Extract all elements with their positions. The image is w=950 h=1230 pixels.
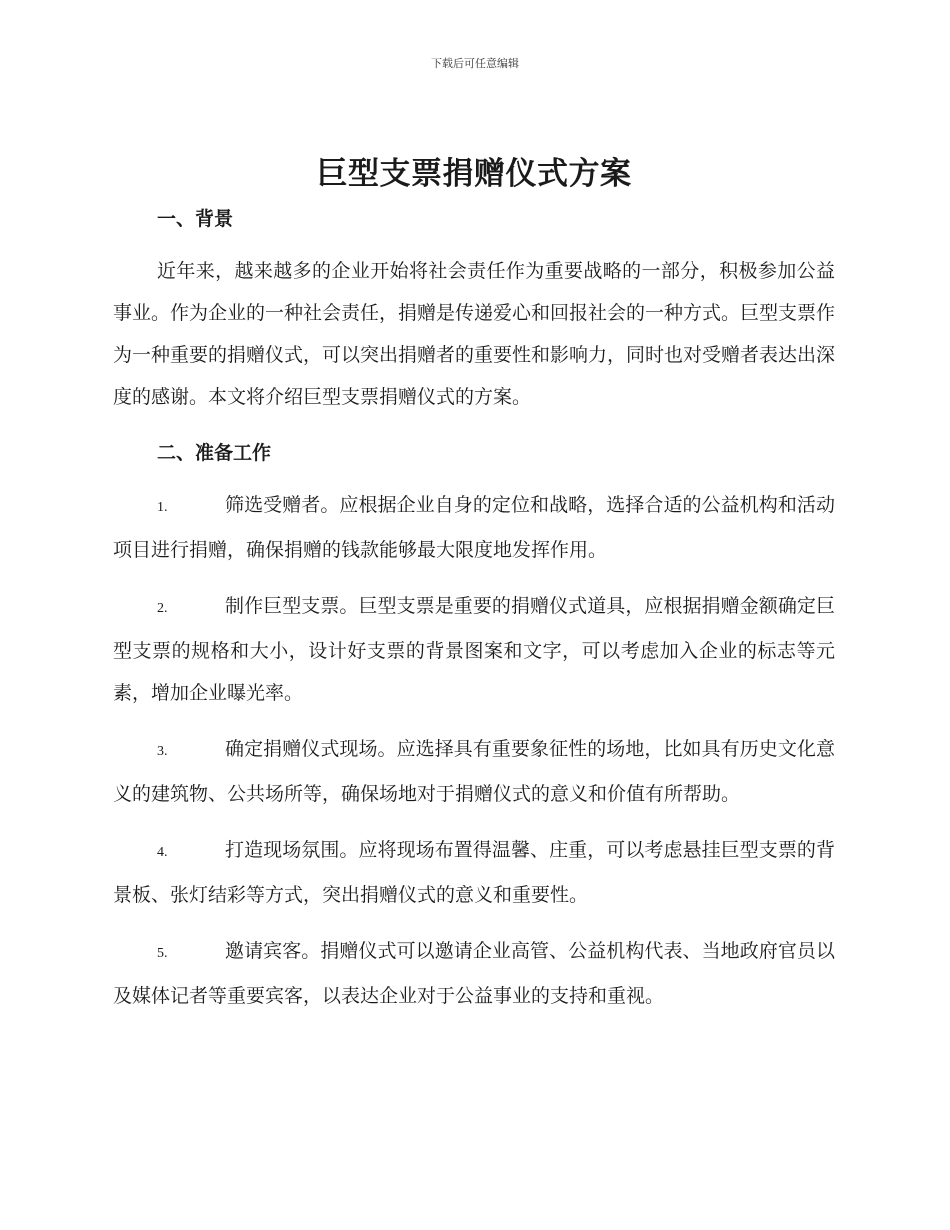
background-paragraph: 近年来，越来越多的企业开始将社会责任作为重要战略的一部分，积极参加公益事业。作为企业的一种社会责任，捐赠是传递爱心和回报社会的一种方式。巨型支票作为一种重要的捐赠仪式，可以突出捐赠者的重要性和影响力，同时也对受赠者表达出深度的感谢。本文将介绍巨型支票捐赠仪式的方案。: [113, 260, 836, 408]
document-title: 巨型支票捐赠仪式方案: [316, 156, 632, 192]
list-item-number: 1.: [157, 500, 168, 515]
list-item: [113, 930, 835, 1017]
section-heading-background: 一、背景: [157, 208, 234, 230]
list-item-text: 筛选受赠者。应根据企业自身的定位和战略，选择合适的公益机构和活动项目进行捐赠，确保捐赠的钱款能够最大限度地发挥作用。: [113, 494, 835, 561]
list-item-number: 4.: [157, 845, 168, 860]
list-item-text: 制作巨型支票。巨型支票是重要的捐赠仪式道具，应根据捐赠金额确定巨型支票的规格和大小，设计好支票的背景图案和文字，可以考虑加入企业的标志等元素，增加企业曝光率。: [113, 595, 835, 704]
list-item-number: 2.: [157, 601, 168, 616]
list-item-text: 邀请宾客。捐赠仪式可以邀请企业高管、公益机构代表、当地政府官员以及媒体记者等重要宾客，以表达企业对于公益事业的支持和重视。: [113, 940, 835, 1007]
document-body: [113, 150, 835, 1017]
list-item: [113, 829, 835, 916]
list-item-text: 打造现场氛围。应将现场布置得温馨、庄重，可以考虑悬挂巨型支票的背景板、张灯结彩等方式，突出捐赠仪式的意义和重要性。: [113, 839, 835, 906]
list-item-text: 确定捐赠仪式现场。应选择具有重要象征性的场地，比如具有历史文化意义的建筑物、公共场所等，确保场地对于捐赠仪式的意义和价值有所帮助。: [113, 738, 835, 805]
list-item-number: 5.: [157, 946, 168, 961]
list-item: [113, 585, 835, 714]
list-item: [113, 728, 835, 815]
section-heading-preparation: 二、准备工作: [157, 442, 272, 464]
header-note: 下载后可任意编辑: [431, 57, 519, 70]
list-item-number: 3.: [157, 744, 168, 759]
list-item: [113, 484, 835, 571]
